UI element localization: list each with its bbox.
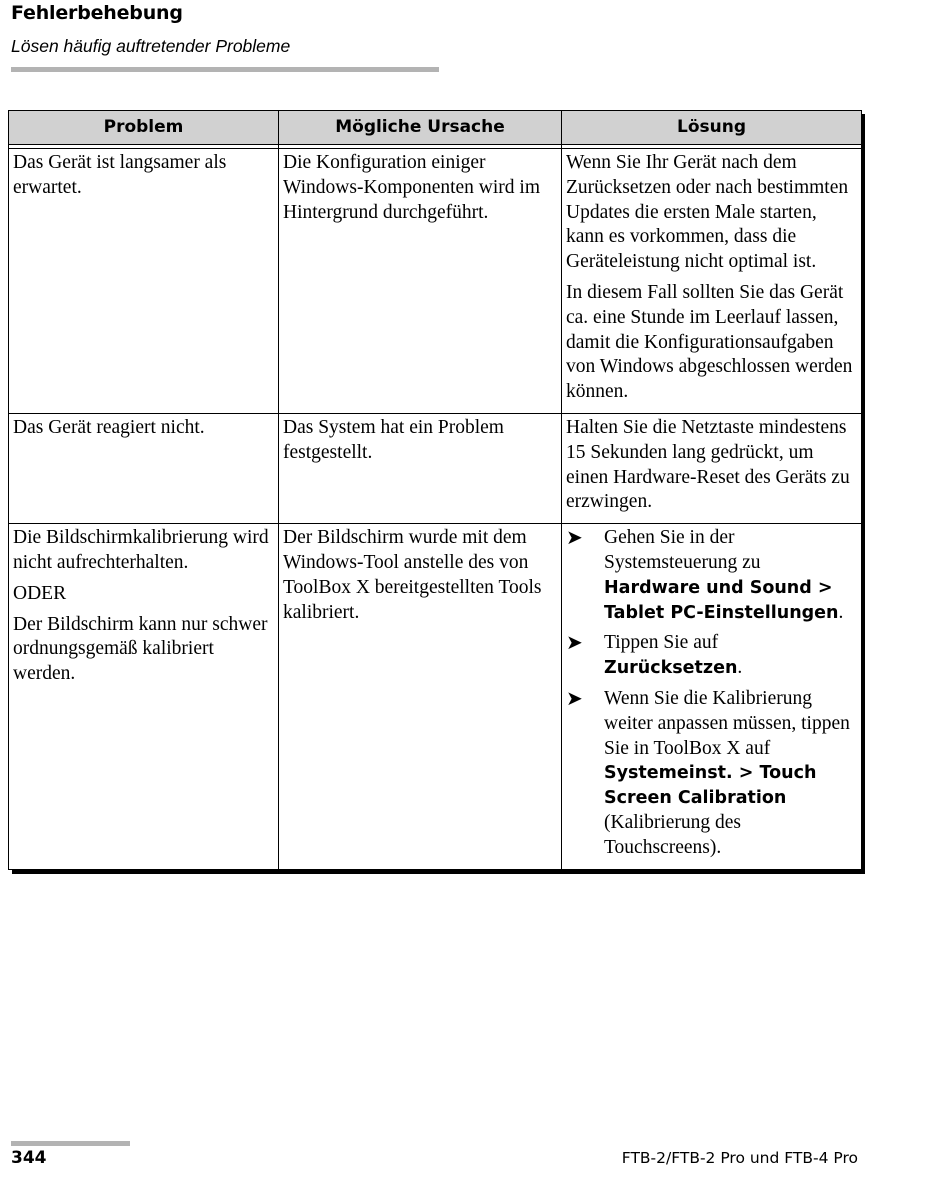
bullet-arrow-icon: ➤ — [566, 632, 583, 655]
column-header-cause: Mögliche Ursache — [279, 111, 562, 145]
footer-rule — [11, 1141, 130, 1146]
step-text-bold: Systemeinst. > Touch Screen Calibration — [604, 763, 817, 809]
product-name: FTB-2/FTB-2 Pro und FTB-4 Pro — [621, 1149, 858, 1167]
solution-text: Wenn Sie Ihr Gerät nach dem Zurücksetzen oder nach bestimmten Updates die ersten Male starten, kann es vorkommen, dass die Geräteleistung nicht optimal ist. — [566, 152, 849, 273]
troubleshooting-table — [8, 110, 861, 870]
solution-cell — [562, 413, 862, 523]
cause-cell — [279, 413, 562, 523]
table-row — [9, 524, 862, 869]
bullet-arrow-icon: ➤ — [566, 687, 583, 710]
step-text-bold: Zurücksetzen — [604, 658, 738, 679]
cause-cell — [279, 149, 562, 414]
or-separator: ODER — [13, 582, 67, 604]
cause-cell — [279, 524, 562, 869]
solution-step — [566, 687, 858, 861]
cause-text: Die Konfiguration einiger Windows-Komponenten wird im Hintergrund durchgeführt. — [283, 152, 541, 223]
step-text — [604, 526, 858, 625]
step-text — [604, 631, 858, 681]
column-header-problem: Problem — [9, 111, 279, 145]
step-text-bold: Hardware und Sound > Tablet PC-Einstellungen — [604, 577, 839, 623]
solution-text: Halten Sie die Netztaste mindestens 15 Sekunden lang gedrückt, um einen Hardware-Reset des Geräts zu erzwingen. — [566, 416, 850, 513]
step-text-plain: Tippen Sie auf — [604, 632, 719, 654]
problem-text: Der Bildschirm kann nur schwer ordnungsgemäß kalibriert werden. — [13, 613, 268, 685]
solution-text: In diesem Fall sollten Sie das Gerät ca. eine Stunde im Leerlauf lassen, damit die Konfigurationsaufgaben von Windows abgeschlossen werden können. — [566, 281, 853, 403]
step-text-end: (Kalibrierung des Touchscreens). — [604, 811, 741, 858]
cause-text: Der Bildschirm wurde mit dem Windows-Tool anstelle des von ToolBox X bereitgestellten Tools kalibriert. — [283, 527, 542, 623]
problem-text: Das Gerät ist langsamer als erwartet. — [13, 152, 227, 198]
problem-text: Das Gerät reagiert nicht. — [13, 416, 205, 438]
solution-cell — [562, 524, 862, 869]
header-rule — [11, 67, 439, 72]
cause-text: Das System hat ein Problem festgestellt. — [283, 416, 504, 463]
solution-cell — [562, 149, 862, 414]
step-text-end: . — [737, 657, 743, 679]
step-text-end: . — [838, 601, 844, 623]
column-header-solution: Lösung — [562, 111, 862, 145]
page-subtitle: Lösen häufig auftretender Probleme — [11, 36, 291, 56]
step-text — [604, 687, 858, 861]
step-text-plain: Wenn Sie die Kalibrierung weiter anpassen müssen, tippen Sie in ToolBox X auf — [604, 687, 850, 759]
solution-step — [566, 526, 858, 625]
problem-cell — [9, 149, 279, 414]
bullet-arrow-icon: ➤ — [566, 527, 583, 550]
step-text-plain: Gehen Sie in der Systemsteuerung zu — [604, 527, 761, 573]
problem-cell — [9, 524, 279, 869]
problem-cell — [9, 413, 279, 523]
page-number: 344 — [11, 1148, 47, 1168]
table-row — [9, 413, 862, 523]
page-title: Fehlerbehebung — [11, 2, 183, 24]
table-row — [9, 149, 862, 414]
solution-step — [566, 631, 858, 681]
problem-text: Die Bildschirmkalibrierung wird nicht aufrechterhalten. — [13, 527, 269, 573]
